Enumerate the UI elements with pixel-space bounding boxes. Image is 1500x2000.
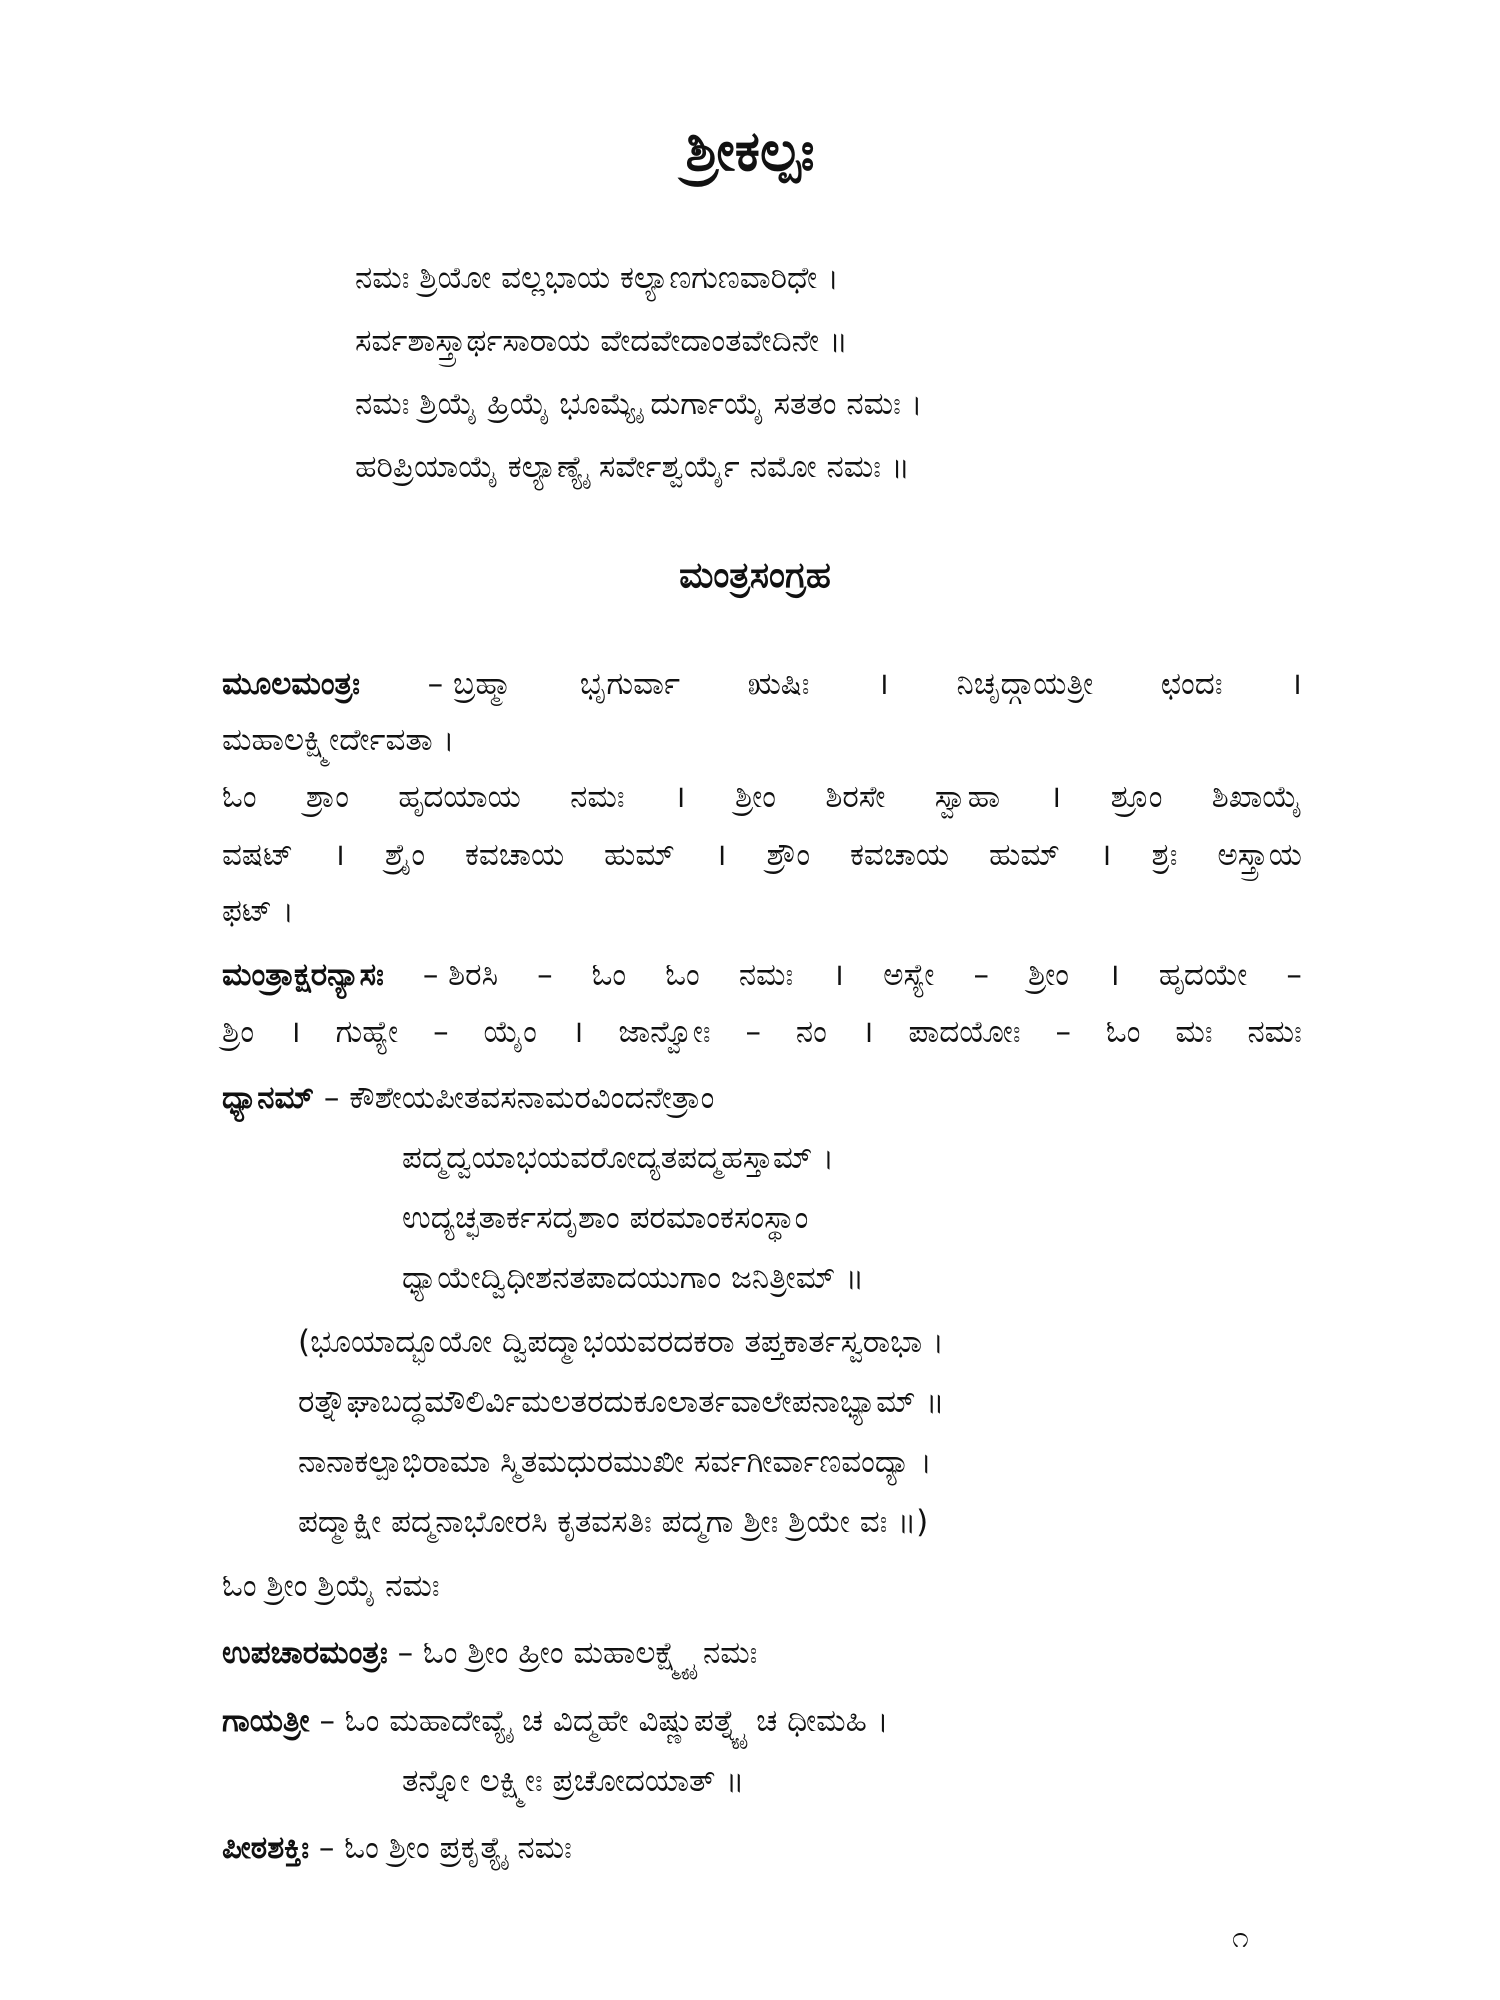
nyasa-word: ಶ್ರೀಂ: [1027, 957, 1069, 993]
moola-word: ಹುಮ್: [989, 837, 1060, 873]
moola-word: ।: [1290, 666, 1302, 702]
moola-word: ಶಿರಸೇ: [825, 779, 886, 815]
section-title: ಮಂತ್ರಸಂಗ್ರಹ: [679, 555, 831, 596]
peetha-line: [222, 1820, 572, 1876]
gayatri-label: ಗಾಯತ್ರೀ: [222, 1703, 310, 1739]
nyasa-line-1: [222, 947, 1302, 1003]
nyasa-word: ಗುಹ್ಯೇ: [335, 1014, 399, 1050]
nyasa-word: ಓಂ: [665, 957, 700, 993]
page-title: ಶ್ರೀಕಲ್ಪಃ: [685, 119, 815, 184]
nyasa-word: ಅಸ್ಯೇ: [883, 957, 935, 993]
nyasa-word: ।: [288, 1014, 301, 1050]
moola-word: ನಿಚೃದ್ಗಾಯತ್ರೀ: [956, 666, 1094, 702]
alt-dhyanam-line-1: (ಭೂಯಾದ್ಭೂಯೋ ದ್ವಿಪದ್ಮಾಭಯವರದಕರಾ ತಪ್ತಕಾರ್ತಸ್ವರಾಭಾ ।: [298, 1324, 944, 1360]
moola-word: ಶಿಖಾಯೈ: [1211, 779, 1302, 815]
nyasa-word: –: [973, 957, 989, 993]
invocation-line-4: ಹರಿಪ್ರಿಯಾಯೈ ಕಲ್ಯಾಣ್ಯೈ ಸರ್ವೇಶ್ವರ್ಯೈ ನಮೋ ನಮಃ ॥: [355, 449, 910, 485]
moola-word: ಭೃಗುರ್ವಾ: [579, 666, 681, 702]
moola-line-4: [222, 827, 1302, 883]
moola-line-3: [222, 769, 1302, 825]
moola-word: ಛಂದಃ: [1160, 666, 1223, 702]
nyasa-word: –: [1055, 1014, 1071, 1050]
page-number: ೧: [1232, 1920, 1249, 1955]
moola-line-5: ಫಟ್ ।: [222, 893, 294, 929]
moola-word: ಓಂ: [222, 779, 257, 815]
upachara-line: [222, 1625, 757, 1681]
moola-word: ಸ್ವಾಹಾ: [934, 779, 1001, 815]
nyasa-word: –: [1286, 957, 1302, 993]
dhyanam-first-text: – ಕೌಶೇಯಪೀತವಸನಾಮರವಿಂದನೇತ್ರಾಂ: [323, 1080, 715, 1116]
dhyanam-line-1: [222, 1070, 714, 1126]
invocation-line-3: ನಮಃ ಶ್ರಿಯೈ ಹ್ರಿಯೈ ಭೂಮ್ಯೈ ದುರ್ಗಾಯೈ ಸತತಂ ನಮಃ ।: [355, 386, 923, 422]
alt-dhyanam-line-4: ಪದ್ಮಾಕ್ಷೀ ಪದ್ಮನಾಭೋರಸಿ ಕೃತವಸತಿಃ ಪದ್ಮಗಾ ಶ್ರೀಃ ಶ್ರಿಯೇ ವಃ ॥): [298, 1504, 929, 1540]
moola-word: ಶ್ರೀಂ: [735, 779, 777, 815]
dhyanam-line-2: ಪದ್ಮದ್ವಯಾಭಯವರೋದ್ಯತಪದ್ಮಹಸ್ತಾಮ್ ।: [402, 1140, 834, 1176]
invocation-line-1: ನಮಃ ಶ್ರಿಯೋ ವಲ್ಲಭಾಯ ಕಲ್ಯಾಣಗುಣವಾರಿಧೇ ।: [355, 260, 839, 296]
moola-word: ಶ್ರಾಂ: [305, 779, 349, 815]
moola-word: – ಬ್ರಹ್ಮಾ: [427, 666, 513, 702]
om-line: ಓಂ ಶ್ರೀಂ ಶ್ರಿಯೈ ನಮಃ: [222, 1568, 440, 1604]
nyasa-word: ನಂ: [795, 1014, 827, 1050]
moola-line-2: ಮಹಾಲಕ್ಷ್ಮೀರ್ದೇವತಾ ।: [222, 722, 455, 758]
dhyanam-label: ಧ್ಯಾನಮ್: [222, 1080, 315, 1116]
alt-dhyanam-line-2: ರತ್ನೌಘಾಬದ್ಧಮೌಲಿರ್ವಿಮಲತರದುಕೂಲಾರ್ತವಾಲೇಪನಾಭ್ಯಾಮ್ ॥: [298, 1384, 945, 1420]
nyasa-word: ।: [861, 1014, 874, 1050]
moola-word: ನಮಃ: [570, 779, 625, 815]
moola-word: ।: [714, 837, 727, 873]
moola-word: ।: [877, 666, 889, 702]
moola-line-1: [222, 656, 1302, 712]
gayatri-line-2: ತನ್ನೋ ಲಕ್ಷ್ಮೀಃ ಪ್ರಚೋದಯಾತ್ ॥: [402, 1763, 745, 1799]
peetha-label: ಪೀಠಶಕ್ತಿಃ: [222, 1830, 310, 1866]
nyasa-word: ಪಾದಯೋಃ: [908, 1014, 1021, 1050]
moola-word: ಕವಚಾಯ: [849, 837, 950, 873]
moola-word: ಶ್ರೈಂ: [384, 837, 426, 873]
moola-word: ಶ್ರೂಂ: [1110, 779, 1163, 815]
nyasa-word: –: [537, 957, 553, 993]
nyasa-word: ಯೈಂ: [483, 1014, 537, 1050]
moola-word: ।: [333, 837, 345, 873]
nyasa-word: ಶ್ರಿಂ: [222, 1014, 255, 1050]
moola-word: ಹೃದಯಾಯ: [398, 779, 521, 815]
nyasa-word: ಮಃ: [1175, 1014, 1213, 1050]
nyasa-word: ಜಾನ್ವೋಃ: [618, 1014, 711, 1050]
alt-dhyanam-line-3: ನಾನಾಕಲ್ಪಾಭಿರಾಮಾ ಸ್ಮಿತಮಧುರಮುಖೀ ಸರ್ವಗೀರ್ವಾಣವಂದ್ಯಾ ।: [298, 1444, 932, 1480]
upachara-label: ಉಪಚಾರಮಂತ್ರಃ: [222, 1635, 388, 1671]
moola-word: ।: [1099, 837, 1112, 873]
nyasa-word: –: [745, 1014, 762, 1050]
nyasa-word: ।: [832, 957, 845, 993]
dhyanam-line-4: ಧ್ಯಾಯೇದ್ವಿಧೀಶನತಪಾದಯುಗಾಂ ಜನಿತ್ರೀಮ್ ॥: [402, 1260, 865, 1296]
invocation-line-2: ಸರ್ವಶಾಸ್ತ್ರಾರ್ಥಸಾರಾಯ ವೇದವೇದಾಂತವೇದಿನೇ ॥: [355, 323, 848, 359]
moola-word: ಋಷಿಃ: [747, 666, 810, 702]
gayatri-line-1: [222, 1693, 889, 1749]
dhyanam-line-3: ಉದ್ಯಚ್ಛತಾರ್ಕಸದೃಶಾಂ ಪರಮಾಂಕಸಂಸ್ಥಾಂ: [402, 1200, 809, 1236]
moola-word: ಹುಮ್: [604, 837, 675, 873]
moola-word: ।: [673, 779, 686, 815]
moola-word: ಶ್ರೌಂ: [766, 837, 811, 873]
nyasa-line-2: [222, 1004, 1302, 1060]
nyasa-label: ಮಂತ್ರಾಕ್ಷರನ್ಯಾಸಃ: [222, 957, 384, 993]
nyasa-word: ನಮಃ: [738, 957, 794, 993]
moola-word: ।: [1049, 779, 1062, 815]
nyasa-word: –: [433, 1014, 449, 1050]
moola-word: ವಷಟ್: [222, 837, 294, 873]
nyasa-word: ।: [1108, 957, 1120, 993]
moola-word: ಅಸ್ತ್ರಾಯ: [1217, 837, 1302, 873]
moola-label: ಮೂಲಮಂತ್ರಃ: [222, 666, 361, 702]
nyasa-word: ಓಂ: [1105, 1014, 1141, 1050]
nyasa-word: ।: [571, 1014, 584, 1050]
nyasa-word: ನಮಃ: [1247, 1014, 1302, 1050]
nyasa-word: ಹೃದಯೇ: [1158, 957, 1248, 993]
moola-word: ಶ್ರಃ: [1151, 837, 1178, 873]
upachara-text: – ಓಂ ಶ್ರೀಂ ಹ್ರೀಂ ಮಹಾಲಕ್ಷ್ಮ್ಯೈ ನಮಃ: [397, 1635, 758, 1671]
gayatri-text: – ಓಂ ಮಹಾದೇವ್ಯೈ ಚ ವಿದ್ಮಹೇ ವಿಷ್ಣುಪತ್ನ್ಯೈ ಚ ಧೀಮಹಿ ।: [319, 1703, 889, 1739]
nyasa-word: ಓಂ: [591, 957, 627, 993]
moola-word: ಕವಚಾಯ: [464, 837, 565, 873]
nyasa-word: – ಶಿರಸಿ: [422, 957, 499, 993]
peetha-text: – ಓಂ ಶ್ರೀಂ ಪ್ರಕೃತ್ಯೈ ನಮಃ: [318, 1830, 572, 1866]
